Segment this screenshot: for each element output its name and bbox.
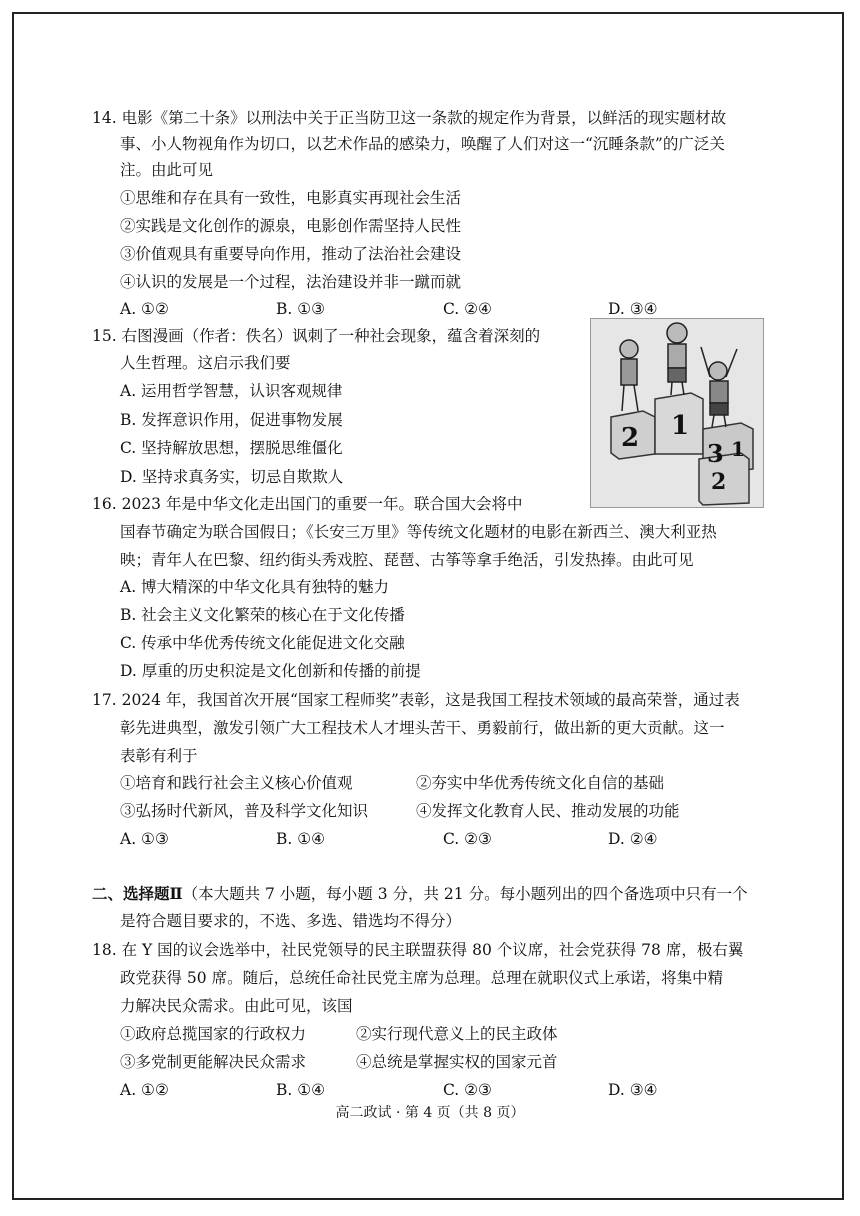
- q15-choice-c: C. 坚持解放思想，摆脱思维僵化: [120, 439, 343, 457]
- q17-option: ④发挥文化教育人民、推动发展的功能: [416, 802, 680, 820]
- page-footer: 高二政试 · 第 4 页（共 8 页）: [335, 1105, 525, 1121]
- q14-option: ③价值观具有重要导向作用，推动了法治社会建设: [120, 245, 462, 263]
- q18-stem-line: 政党获得 50 席。随后，总统任命社民党主席为总理。总理在就职仪式上承诺，将集中精: [120, 969, 724, 987]
- q14-option: ①思维和存在具有一致性，电影真实再现社会生活: [120, 189, 462, 207]
- q15-choice-d: D. 坚持求真务实，切忌自欺欺人: [120, 468, 344, 486]
- section-2-title: 二、选择题Ⅱ: [92, 884, 183, 903]
- q18-choice-b: B. ①④: [276, 1081, 326, 1099]
- q14-stem-line: 注。由此可见: [120, 161, 214, 179]
- q17-choice-b: B. ①④: [276, 830, 326, 848]
- q14-choice-d: D. ③④: [608, 300, 658, 318]
- q16-stem-line: 16. 2023 年是中华文化走出国门的重要一年。联合国大会将中: [92, 495, 523, 513]
- q17-option: ②夯实中华优秀传统文化自信的基础: [416, 774, 665, 792]
- q16-choice-c: C. 传承中华优秀传统文化能促进文化交融: [120, 634, 405, 652]
- q18-choice-d: D. ③④: [608, 1081, 658, 1099]
- q17-option: ③弘扬时代新风，普及科学文化知识: [120, 802, 369, 820]
- q15-stem-line: 15. 右图漫画（作者：佚名）讽刺了一种社会现象，蕴含着深刻的: [92, 327, 541, 345]
- podium-number: 2: [621, 423, 640, 453]
- q18-option: ④总统是掌握实权的国家元首: [356, 1053, 558, 1071]
- q17-choice-d: D. ②④: [608, 830, 658, 848]
- q18-stem-line: 18. 在 Y 国的议会选举中，社民党领导的民主联盟获得 80 个议席，社会党获得 78 席，极右翼: [92, 941, 744, 959]
- q18-choice-c: C. ②③: [443, 1081, 492, 1099]
- section-2-description: 是符合题目要求的，不选、多选、错选均不得分）: [120, 912, 462, 930]
- q18-stem-line: 力解决民众需求。由此可见，该国: [120, 997, 353, 1015]
- q15-choice-a: A. 运用哲学智慧，认识客观规律: [120, 382, 343, 400]
- podium-number: 1: [731, 437, 745, 461]
- section-2-heading: [92, 884, 748, 904]
- q17-choice-a: A. ①③: [120, 830, 169, 848]
- q16-choice-a: A. 博大精深的中华文化具有独特的魅力: [120, 578, 390, 596]
- q15-stem-line: 人生哲理。这启示我们要: [120, 354, 291, 372]
- q14-choice-c: C. ②④: [443, 300, 492, 318]
- podium-number: 2: [711, 469, 727, 495]
- q14-choice-a: A. ①②: [120, 300, 169, 318]
- q16-stem-line: 国春节确定为联合国假日；《长安三万里》等传统文化题材的电影在新西兰、澳大利亚热: [120, 523, 717, 541]
- section-2-description: （本大题共 7 小题，每小题 3 分，共 21 分。每小题列出的四个备选项中只有一个: [182, 885, 748, 903]
- q16-choice-b: B. 社会主义文化繁荣的核心在于文化传播: [120, 606, 405, 624]
- podium-number: 3: [707, 439, 724, 468]
- q17-choice-c: C. ②③: [443, 830, 492, 848]
- q17-stem-line: 彰先进典型，激发引领广大工程技术人才埋头苦干、勇毅前行，做出新的更大贡献。这一: [120, 719, 725, 737]
- q18-option: ①政府总揽国家的行政权力: [120, 1025, 307, 1043]
- q14-stem-line: 事、小人物视角作为切口，以艺术作品的感染力，唤醒了人们对这一“沉睡条款”的广泛关: [120, 135, 725, 153]
- q18-option: ②实行现代意义上的民主政体: [356, 1025, 558, 1043]
- q14-stem-line: 14. 电影《第二十条》以刑法中关于正当防卫这一条款的规定作为背景，以鲜活的现实题材故: [92, 109, 727, 127]
- podium-number: 1: [671, 411, 690, 441]
- podium-cartoon-image: [590, 318, 764, 508]
- q14-option: ②实践是文化创作的源泉，电影创作需坚持人民性: [120, 217, 462, 235]
- q17-stem-line: 17. 2024 年，我国首次开展“国家工程师奖”表彰，这是我国工程技术领域的最高荣誉，通过表: [92, 691, 740, 709]
- q14-option: ④认识的发展是一个过程，法治建设并非一蹴而就: [120, 273, 462, 291]
- q16-stem-line: 映；青年人在巴黎、纽约街头秀戏腔、琵琶、古筝等拿手绝活，引发热捧。由此可见: [120, 551, 694, 569]
- q14-choice-b: B. ①③: [276, 300, 326, 318]
- q17-stem-line: 表彰有利于: [120, 747, 198, 765]
- q18-option: ③多党制更能解决民众需求: [120, 1053, 307, 1071]
- q16-choice-d: D. 厚重的历史积淀是文化创新和传播的前提: [120, 662, 421, 680]
- q18-choice-a: A. ①②: [120, 1081, 169, 1099]
- q17-option: ①培育和践行社会主义核心价值观: [120, 774, 353, 792]
- q15-choice-b: B. 发挥意识作用，促进事物发展: [120, 411, 343, 429]
